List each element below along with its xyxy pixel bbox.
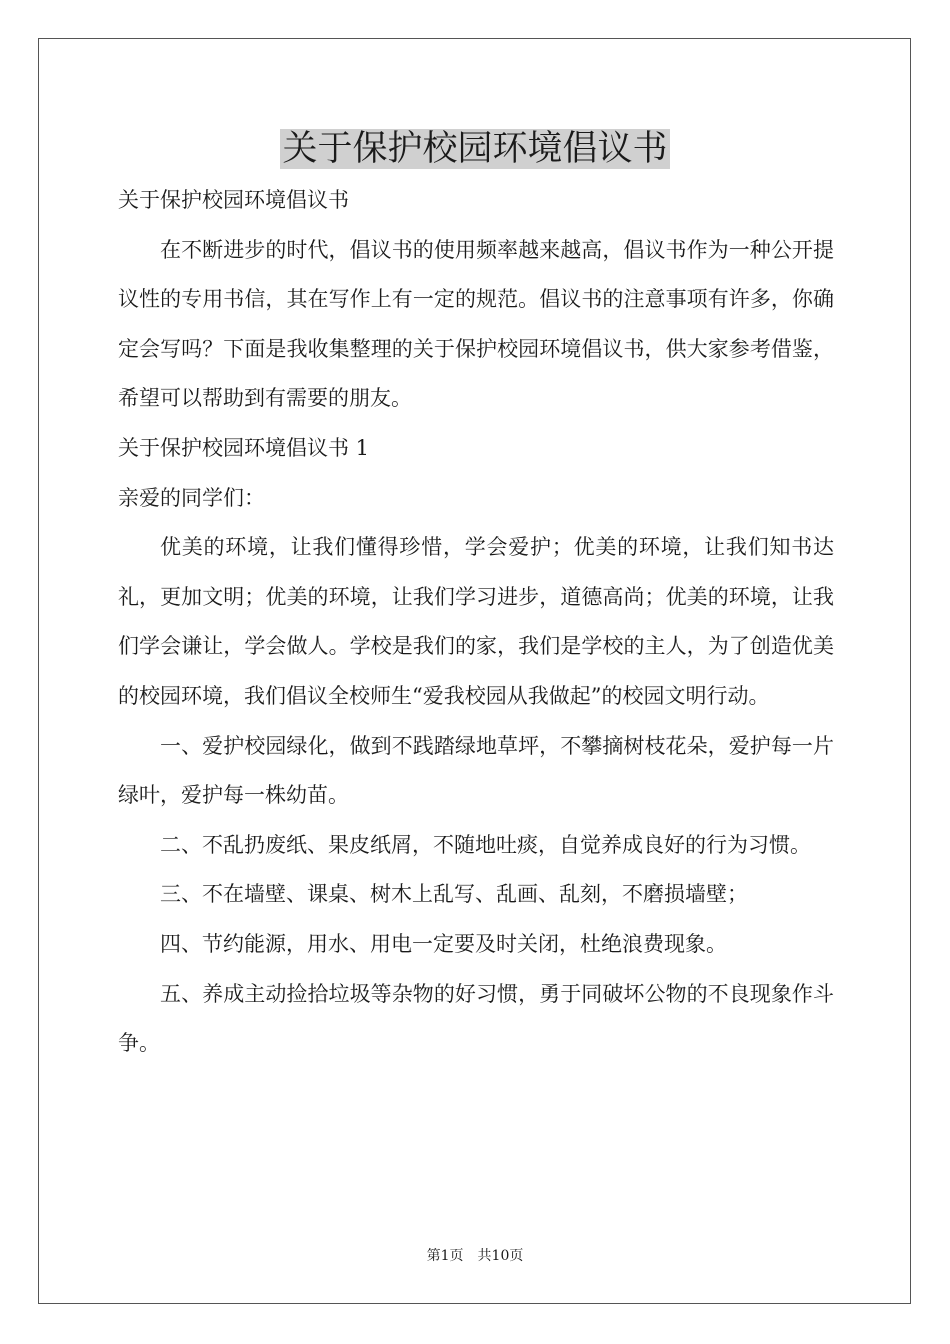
page-number: 第1页	[426, 1248, 464, 1264]
body-paragraph: 优美的环境，让我们懂得珍惜，学会爱护；优美的环境，让我们知书达礼，更加文明；优美的环境，让我们学习进步，道德高尚；优美的环境，让我们学会谦让，学会做人。学校是我们的家，我们是学校的主人，为了创造优美的校园环境，我们倡议全校师生“爱我校园从我做起”的校园文明行动。	[118, 535, 834, 708]
proposal-item-4: 四、节约能源，用水、用电一定要及时关闭，杜绝浪费现象。	[160, 931, 727, 956]
page-total: 共10页	[477, 1248, 524, 1264]
intro-paragraph: 在不断进步的时代，倡议书的使用频率越来越高，倡议书作为一种公开提议性的专用书信，其在写作上有一定的规范。倡议书的注意事项有许多，你确定会写吗？下面是我收集整理的关于保护校园环境倡议书，供大家参考借鉴，希望可以帮助到有需要的朋友。	[118, 237, 834, 411]
section-title: 关于保护校园环境倡议书 1	[118, 435, 370, 460]
subtitle-line: 关于保护校园环境倡议书	[118, 188, 349, 212]
proposal-item-1: 一、爱护校园绿化，做到不践踏绿地草坪，不攀摘树枝花朵，爱护每一片绿叶，爱护每一株幼苗。	[118, 733, 834, 808]
document-title-text: 关于保护校园环境倡议书	[282, 129, 668, 169]
proposal-item-3: 三、不在墙壁、课桌、树木上乱写、乱画、乱刻，不磨损墙壁；	[160, 882, 748, 907]
greeting-line: 亲爱的同学们：	[118, 485, 265, 510]
page-footer	[0, 1246, 950, 1266]
document-body	[118, 176, 834, 1069]
proposal-item-2: 二、不乱扔废纸、果皮纸屑，不随地吐痰，自觉养成良好的行为习惯。	[160, 832, 811, 857]
proposal-item-5: 五、养成主动捡拾垃圾等杂物的好习惯，勇于同破坏公物的不良现象作斗争。	[118, 981, 834, 1056]
document-title	[0, 124, 950, 174]
